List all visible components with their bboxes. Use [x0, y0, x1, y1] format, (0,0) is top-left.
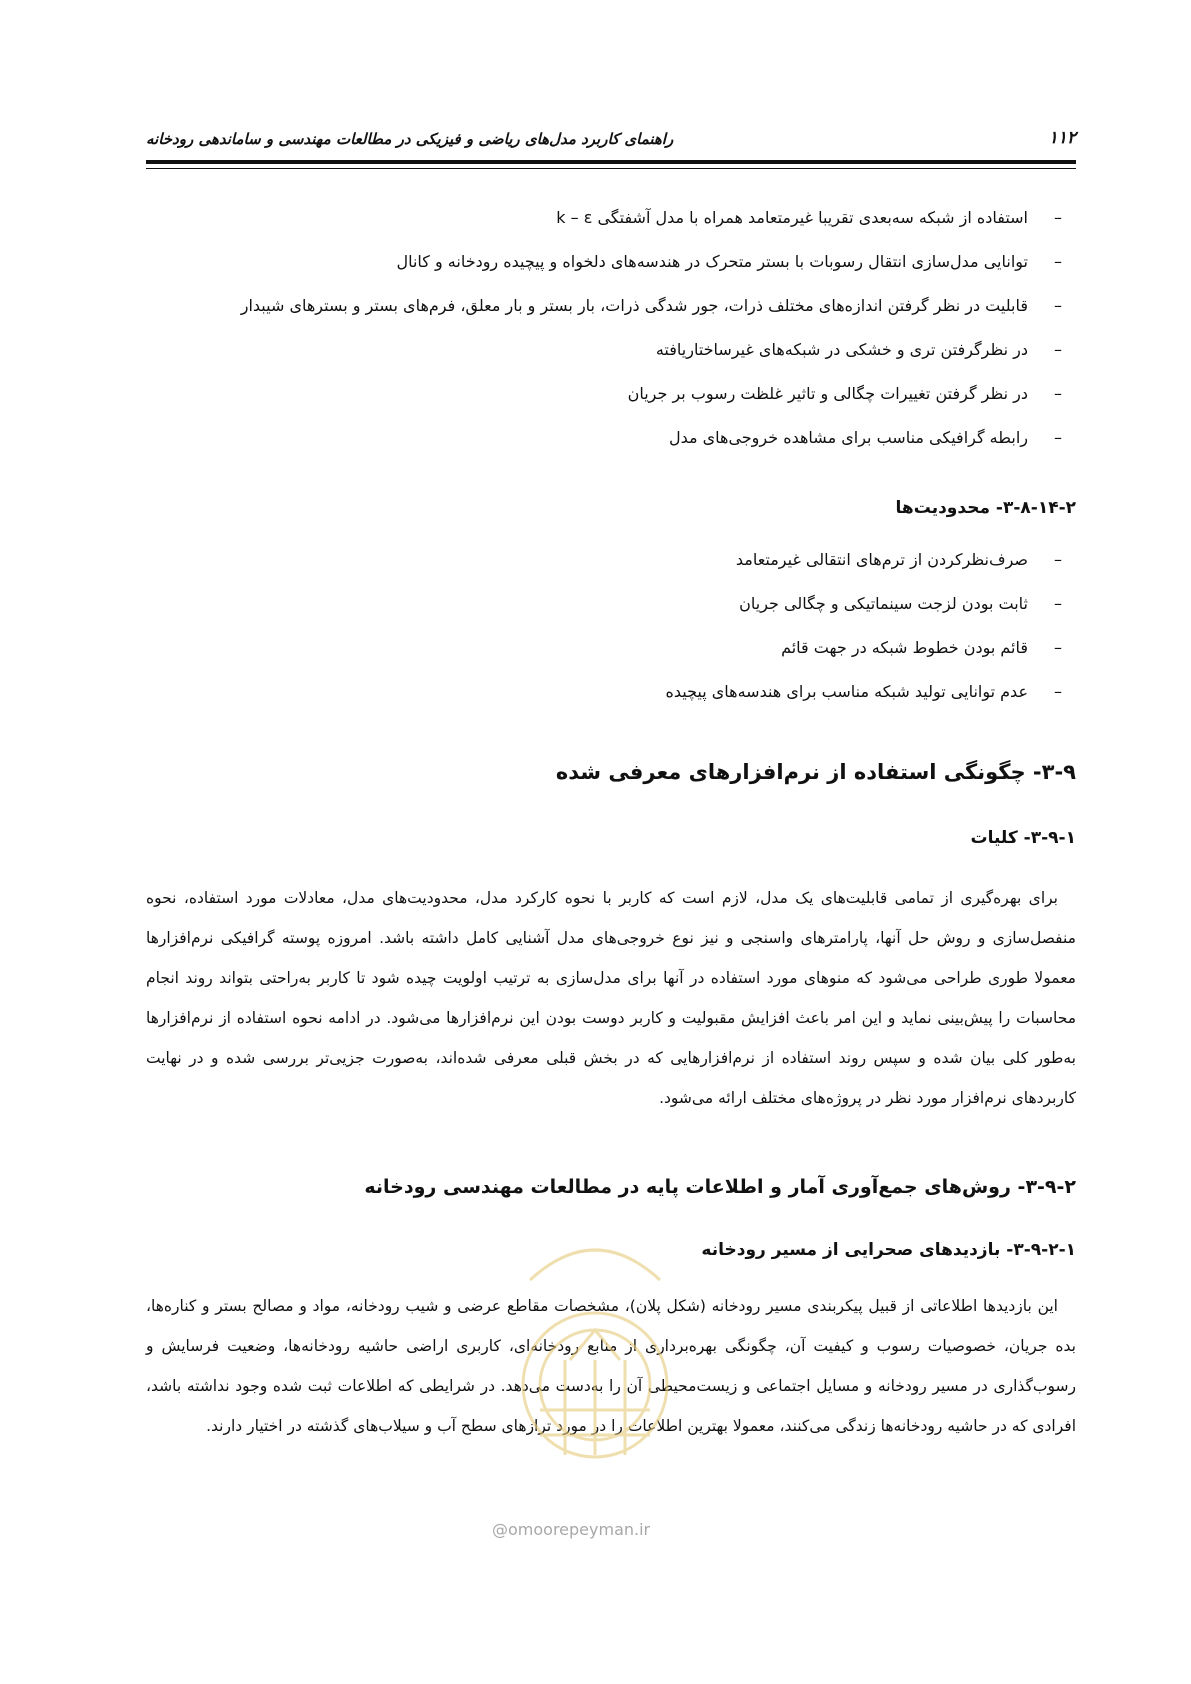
list-item: – در نظرگرفتن تری و خشکی در شبکه‌های غیرساختاریافته — [146, 328, 1076, 372]
list-item: – در نظر گرفتن تغییرات چگالی و تاثیر غلظت رسوب بر جریان — [146, 372, 1076, 416]
section-9-heading: ۳-۹- چگونگی استفاده از نرم‌افزارهای معرفی شده — [555, 760, 1076, 784]
list-item: – صرف‌نظرکردن از ترم‌های انتقالی غیرمتعامد — [146, 538, 1076, 582]
limitations-list — [146, 538, 1076, 714]
page-number: ۱۱۲ — [1048, 128, 1076, 148]
list-item: – رابطه گرافیکی مناسب برای مشاهده خروجی‌های مدل — [146, 416, 1076, 460]
features-list-block — [146, 196, 1076, 460]
list-item: – استفاده از شبکه سه‌بعدی تقریبا غیرمتعامد همراه با مدل آشفتگی k – ε — [146, 196, 1076, 240]
features-list — [146, 196, 1076, 460]
watermark-grid — [540, 1360, 650, 1455]
limitations-list-block — [146, 538, 1076, 714]
list-item: – قائم بودن خطوط شبکه در جهت قائم — [146, 626, 1076, 670]
list-item: – ثابت بودن لزجت سینماتیکی و چگالی جریان — [146, 582, 1076, 626]
watermark-site: @omoorepeyman.ir — [492, 1520, 651, 1539]
book-title: راهنمای کاربرد مدل‌های ریاضی و فیزیکی در مطالعات مهندسی و ساماندهی رودخانه — [146, 130, 674, 148]
section-9-2-1-heading: ۳-۹-۲-۱- بازدیدهای صحرایی از مسیر رودخانه — [701, 1240, 1076, 1260]
section-9-2-heading: ۳-۹-۲- روش‌های جمع‌آوری آمار و اطلاعات پایه در مطالعات مهندسی رودخانه — [364, 1176, 1076, 1198]
section-9-1-body — [146, 878, 1076, 1118]
section-9-1-heading: ۳-۹-۱- کلیات — [970, 828, 1076, 848]
watermark-scale — [570, 1330, 620, 1360]
watermark-logo — [490, 1210, 700, 1510]
limitations-heading: ۳-۸-۱۴-۲- محدودیت‌ها — [895, 498, 1076, 518]
running-header — [146, 126, 1076, 164]
watermark-arc — [530, 1250, 660, 1280]
paragraph: این بازدیدها اطلاعاتی از قبیل پیکربندی مسیر رودخانه (شکل پلان)، مشخصات مقاطع عرضی و شیب رودخانه، مواد و مصالح بستر و کناره‌ها، بده جریان، خصوصیات رسوب و کیفیت آن، چگونگی بهره‌برداری از منابع رودخانه‌ای، کاربری اراضی حاشیه رودخانه‌ها، وضعیت فرسایش و رسوب‌گذاری در مسیر رودخانه و مسایل اجتماعی و زیست‌محیطی آن را به‌دست می‌دهد. در شرایطی که اطلاعات ثبت شده وجود نداشته باشد، افرادی که در حاشیه رودخانه‌ها زندگی می‌کنند، معمولا بهترین اطلاعات را در مورد ترازهای سطح آب و سیلاب‌های گذشته در اختیار دارند. — [146, 1297, 1076, 1435]
list-item: – توانایی مدل‌سازی انتقال رسوبات با بستر متحرک در هندسه‌های دلخواه و پیچیده رودخانه و کانال — [146, 240, 1076, 284]
list-item: – قابلیت در نظر گرفتن اندازه‌های مختلف ذرات، جور شدگی ذرات، بار بستر و بار معلق، فرم‌های بستر و بسترهای شیبدار — [146, 284, 1076, 328]
list-item: – عدم توانایی تولید شبکه مناسب برای هندسه‌های پیچیده — [146, 670, 1076, 714]
paragraph: برای بهره‌گیری از تمامی قابلیت‌های یک مدل، لازم است که کاربر با نحوه کارکرد مدل، محدودیت‌های مدل، معادلات مورد استفاده، نحوه منفصل‌سازی و روش حل آنها، پارامترهای واسنجی و نیز نوع خروجی‌های مدل آشنایی کامل داشته باشد. امروزه پوسته گرافیکی نرم‌افزارها معمولا طوری طراحی می‌شود که منوهای مورد استفاده در آنها برای مدل‌سازی به ترتیب اولویت چیده شود تا کاربر به‌راحتی بتواند روند انجام محاسبات را پیش‌بینی نماید و این امر باعث افزایش مقبولیت و کاربر دوست بودن این نرم‌افزارها می‌شود. در ادامه نحوه استفاده از نرم‌افزارها به‌طور کلی بیان شده و سپس روند استفاده از نرم‌افزارهایی که در بخش قبلی معرفی شده‌اند، به‌صورت جزیی‌تر بررسی شده و در نهایت کاربردهای نرم‌افزار مورد نظر در پروژه‌های مختلف ارائه می‌شود. — [146, 889, 1076, 1107]
